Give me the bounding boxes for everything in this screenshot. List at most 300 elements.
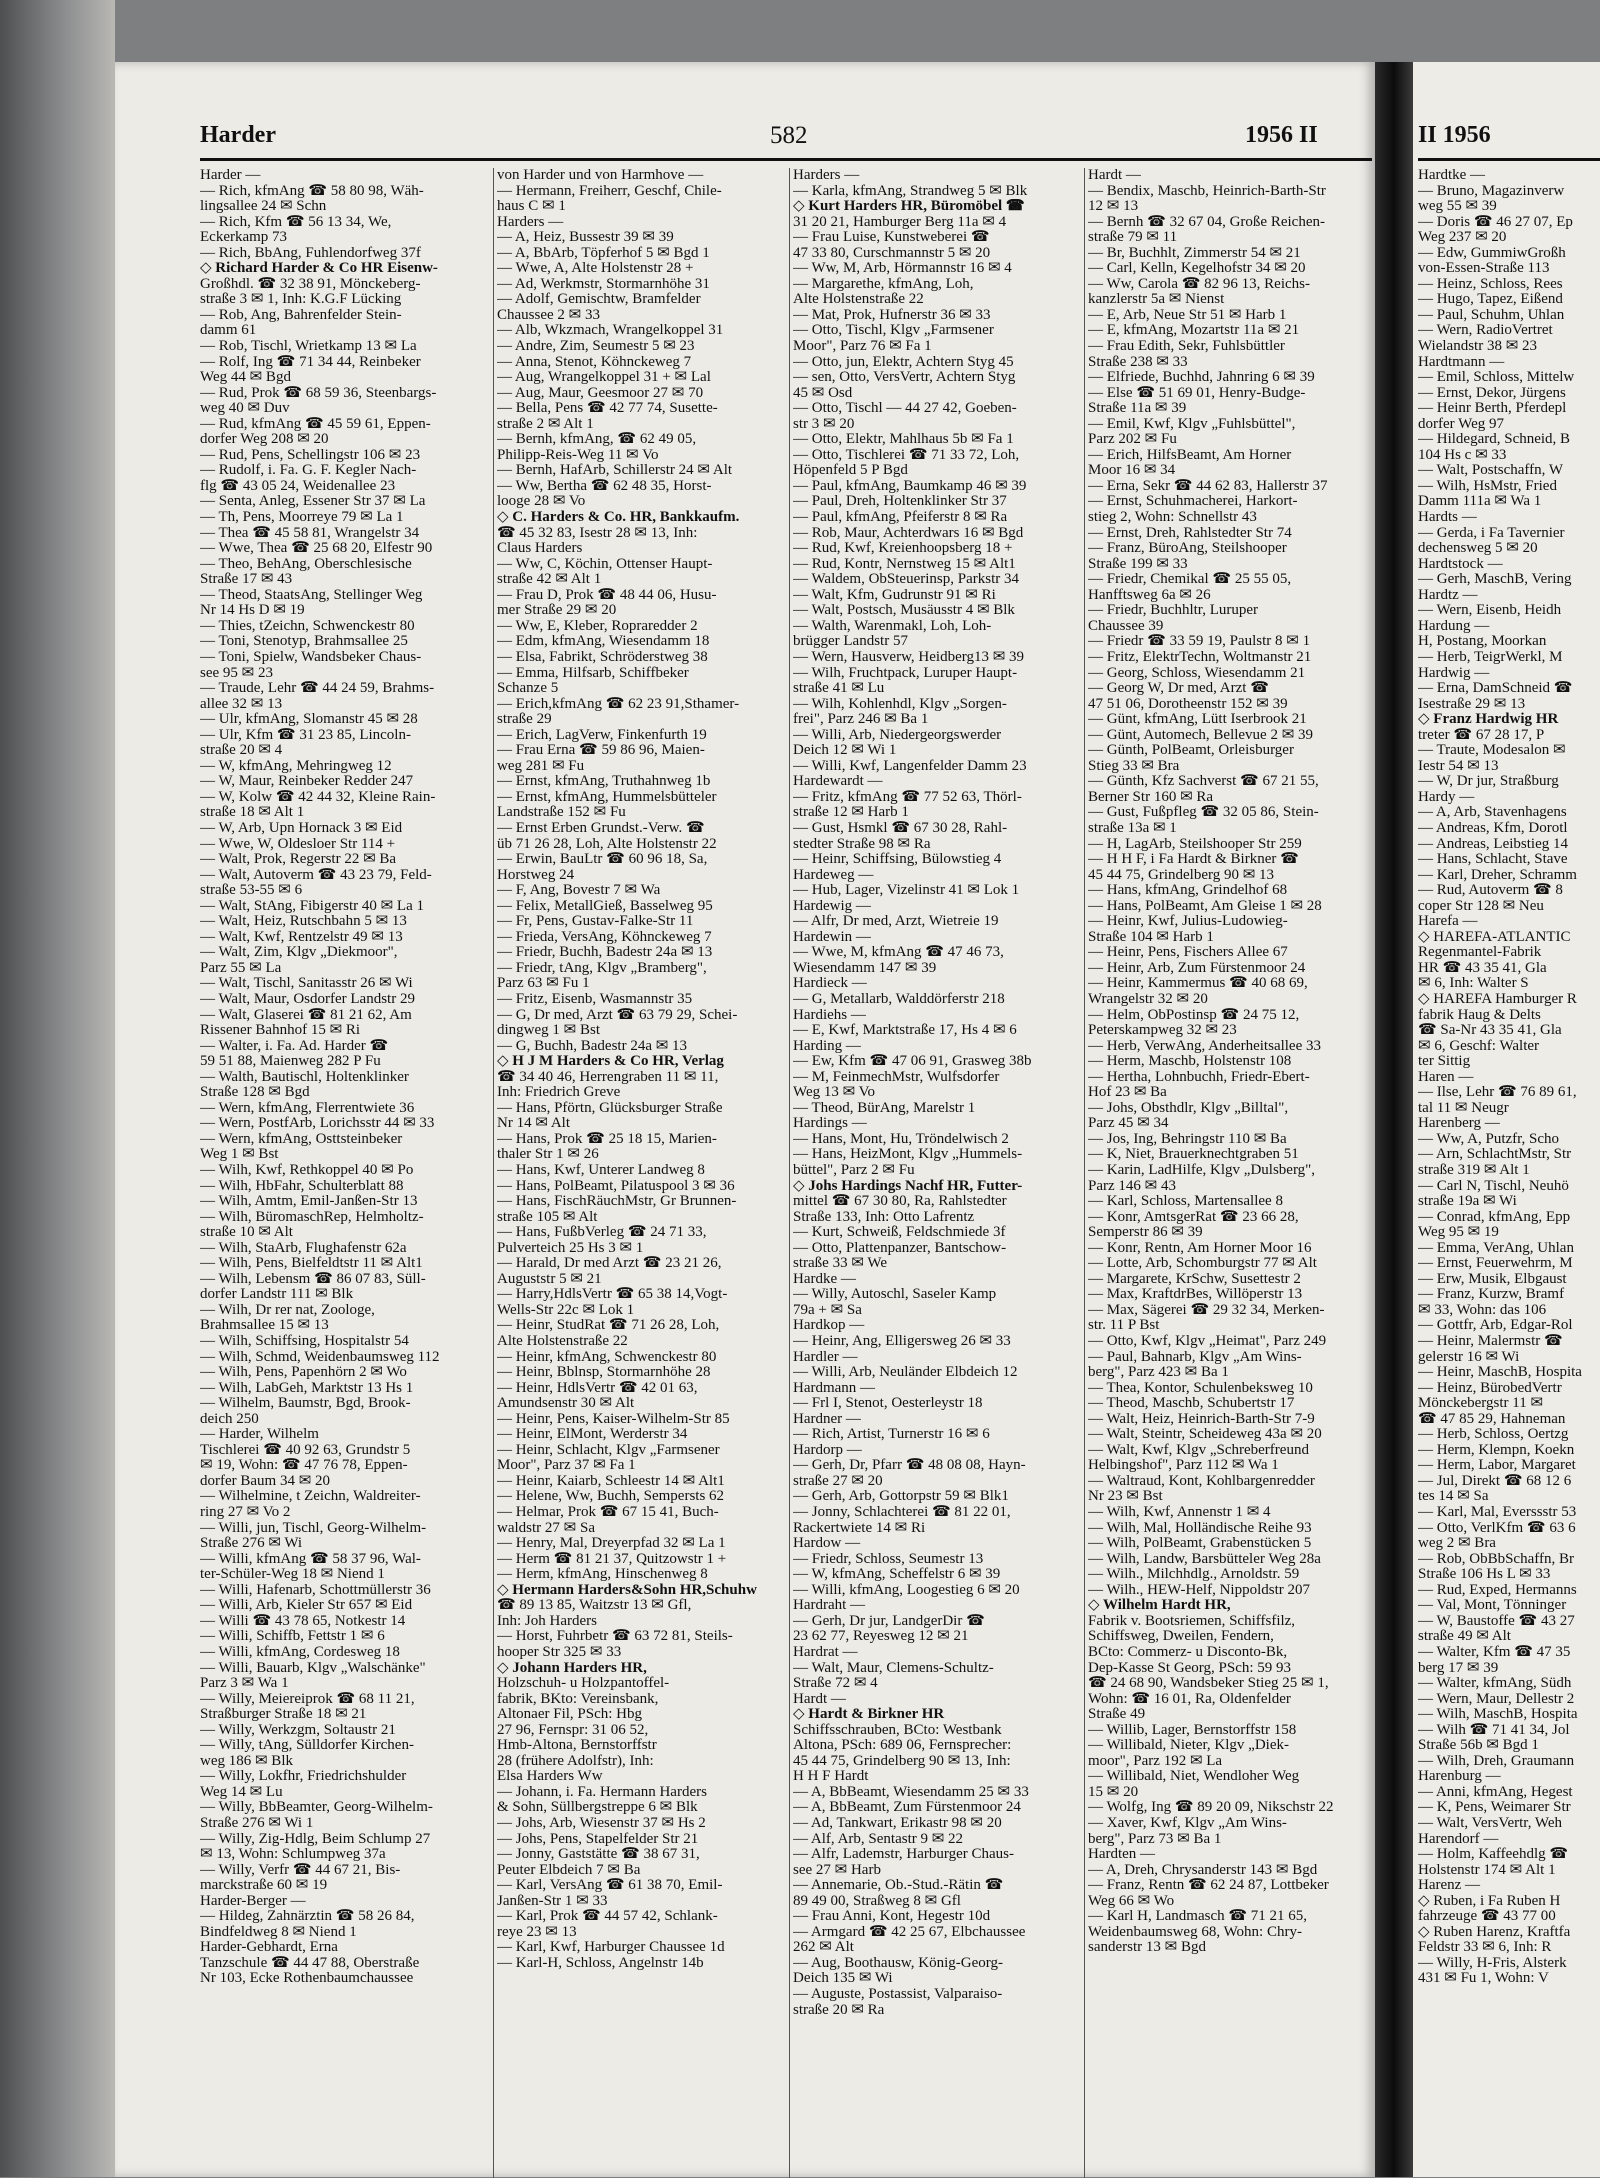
directory-line: — Karl, Mal, Everssstr 53: [1418, 1505, 1577, 1521]
directory-line: straße 42 ✉ Alt 1: [497, 572, 602, 588]
header-rule-right-page: [1418, 158, 1600, 161]
directory-line: — Walth, Warenmakl, Loh, Loh-: [793, 618, 992, 634]
directory-line: straße 10 ✉ Alt: [200, 1225, 293, 1241]
directory-line: — Wilh, Fruchtpack, Luruper Haupt-: [793, 665, 1018, 681]
directory-line: — Karl H, Landmasch ☎ 71 21 65,: [1088, 1909, 1308, 1925]
directory-line: — Traute, Modesalon ✉: [1418, 743, 1566, 759]
directory-line: — Br, Buchhlt, Zimmerstr 54 ✉ 21: [1088, 245, 1301, 261]
directory-line: Damm 111a ✉ Wa 1: [1418, 494, 1542, 510]
directory-line: — Frau D, Prok ☎ 48 44 06, Husu-: [497, 587, 717, 603]
directory-line: Straße 106 Hs L ✉ 33: [1418, 1567, 1551, 1583]
directory-line: Hardewig —: [793, 898, 871, 914]
directory-line: — Friedr, tAng, Klgv „Bramberg",: [497, 960, 707, 976]
directory-line: tal 11 ✉ Neugr: [1418, 1100, 1509, 1116]
directory-line: — Ww, E, Kleber, Ropraredder 2: [497, 618, 698, 634]
directory-line: — W, kfmAng, Mehringweg 12: [200, 758, 392, 774]
directory-line: — Wilh, Landw, Barsbütteler Weg 28a: [1088, 1551, 1321, 1567]
directory-line: — Herm, Labor, Margaret: [1418, 1458, 1576, 1474]
directory-line: Wielandstr 38 ✉ 23: [1418, 339, 1538, 355]
directory-line: — Gottfr, Arb, Edgar-Rol: [1418, 1318, 1573, 1334]
directory-line: — Johann, i. Fa. Hermann Harders: [497, 1784, 707, 1800]
directory-line: — Willi, Kwf, Langenfelder Damm 23: [793, 758, 1027, 774]
directory-line: Hardt —: [1088, 168, 1141, 183]
directory-line: ◇ H J M Harders & Co HR, Verlag: [497, 1054, 724, 1070]
directory-line: ☎ 24 68 90, Wandsbeker Stieg 25 ✉ 1,: [1088, 1676, 1329, 1692]
directory-line: — Emma, VerAng, Uhlan: [1418, 1240, 1574, 1256]
directory-line: — Ww, A, Putzfr, Scho: [1418, 1131, 1560, 1147]
directory-line: Straße 72 ✉ 4: [793, 1676, 878, 1692]
directory-line: — Erich, HilfsBeamt, Am Horner: [1088, 447, 1292, 463]
directory-line: treter ☎ 67 28 17, P: [1418, 727, 1545, 743]
directory-column-4: [1088, 168, 1372, 1956]
directory-line: deich 250: [200, 1411, 259, 1427]
directory-line: — W, Maur, Reinbeker Redder 247: [200, 774, 414, 790]
directory-line: Peterskampweg 32 ✉ 23: [1088, 1023, 1237, 1039]
directory-line: — Max, KraftdrBes, Willöperstr 13: [1088, 1287, 1303, 1303]
directory-line: — Rud, Kwf, Kreienhoopsberg 18 +: [793, 541, 1013, 557]
directory-line: — Heinr, ElMont, Werderstr 34: [497, 1427, 688, 1443]
directory-line: Janßen-Str 1 ✉ 33: [497, 1893, 608, 1909]
directory-line: — Helene, Ww, Buchh, Sempersts 62: [497, 1489, 725, 1505]
directory-line: — Rud, Autoverm ☎ 8: [1418, 883, 1563, 899]
directory-line: — A, BbBeamt, Zum Fürstenmoor 24: [793, 1800, 1021, 1816]
directory-line: — Willy, Zig-Hdlg, Beim Schlump 27: [200, 1831, 431, 1847]
directory-line: Hardings —: [793, 1116, 867, 1132]
directory-line: — Hans, Mont, Hu, Tröndelwisch 2: [793, 1131, 1009, 1147]
directory-line: — Erwin, BauLtr ☎ 60 96 18, Sa,: [497, 852, 708, 868]
directory-line: — Heinr, Kaiarb, Schleestr 14 ✉ Alt1: [497, 1473, 725, 1489]
directory-line: — Alfr, Lademstr, Harburger Chaus-: [793, 1847, 1014, 1863]
directory-line: — Paul, kfmAng, Pfeiferstr 8 ✉ Ra: [793, 510, 1008, 526]
directory-line: Hardraht —: [793, 1598, 866, 1614]
directory-line: — Walter, kfmAng, Südh: [1418, 1676, 1572, 1692]
directory-line: ✉ 33, Wohn: das 106: [1418, 1302, 1547, 1318]
directory-line: Hardieck —: [793, 976, 867, 992]
directory-line: Bindfeldweg 8 ✉ Niend 1: [200, 1924, 357, 1940]
directory-line: — Anna, Stenot, Köhnckeweg 7: [497, 354, 692, 370]
directory-line: — Otto, Tischl, Klgv „Farmsener: [793, 323, 994, 339]
directory-line: — Hans, FischRäuchMstr, Gr Brunnen-: [497, 1194, 737, 1210]
directory-line: — A, BbBeamt, Wiesendamm 25 ✉ 33: [793, 1784, 1029, 1800]
directory-line: — Wwe, Thea ☎ 25 68 20, Elfestr 90: [200, 541, 433, 557]
directory-line: Hardtmann —: [1418, 354, 1505, 370]
directory-line: — Otto, Plattenpanzer, Bantschow-: [793, 1240, 1007, 1256]
directory-line: — Wern, kfmAng, Flerrentwiete 36: [200, 1100, 415, 1116]
directory-line: — Alf, Arb, Sentastr 9 ✉ 22: [793, 1831, 964, 1847]
directory-line: ring 27 ✉ Vo 2: [200, 1505, 291, 1521]
directory-line: — Wilh, Mal, Holländische Reihe 93: [1088, 1520, 1312, 1536]
directory-line: — Walter, i. Fa. Ad. Harder ☎: [200, 1038, 389, 1054]
directory-line: — Paul, kfmAng, Baumkamp 46 ✉ 39: [793, 478, 1027, 494]
directory-line: — Heinr, Ang, Elligersweg 26 ✉ 33: [793, 1334, 1011, 1350]
page-number: 582: [770, 122, 808, 149]
directory-line: — Emma, Hilfsarb, Schiffbeker: [497, 665, 689, 681]
directory-line: — M, FeinmechMstr, Wulfsdorfer: [793, 1069, 1000, 1085]
directory-line: ✉ 6, Geschf: Walter: [1418, 1038, 1540, 1054]
directory-line: Rackertwiete 14 ✉ Ri: [793, 1520, 926, 1536]
directory-line: von-Essen-Straße 113: [1418, 261, 1550, 277]
directory-line: Straße 104 ✉ Harb 1: [1088, 929, 1214, 945]
directory-line: ☎ 34 40 46, Herrengraben 11 ✉ 11,: [497, 1069, 719, 1085]
directory-line: — Ilse, Lehr ☎ 76 89 61,: [1418, 1085, 1577, 1101]
directory-line: stieg 2, Wohn: Schnellstr 43: [1088, 510, 1257, 526]
directory-line: ◇ Ruben, i Fa Ruben H: [1418, 1893, 1561, 1909]
directory-line: — Wilh, Kwf, Annenstr 1 ✉ 4: [1088, 1505, 1271, 1521]
directory-line: ✉ 19, Wohn: ☎ 47 76 78, Eppen-: [200, 1458, 408, 1474]
directory-line: Weg 66 ✉ Wo: [1088, 1893, 1175, 1909]
directory-line: Harder —: [200, 168, 261, 183]
directory-line: — Franz, Kurzw, Bramf: [1418, 1287, 1565, 1303]
directory-line: straße 41 ✉ Lu: [793, 681, 885, 697]
directory-line: Schanze 5: [497, 681, 559, 697]
directory-line: Elsa Harders Ww: [497, 1769, 603, 1785]
directory-line: — Kurt, Schweiß, Feldschmiede 3f: [793, 1225, 1006, 1241]
directory-line: dorfer Weg 97: [1418, 416, 1504, 432]
directory-line: — Wern, PostfArb, Lorichsstr 44 ✉ 33: [200, 1116, 435, 1132]
directory-line: ◇ Ruben Harenz, Kraftfa: [1418, 1924, 1571, 1940]
directory-line: — Herb, TeigrWerkl, M: [1418, 649, 1563, 665]
directory-line: — Carl N, Tischl, Neuhö: [1418, 1178, 1569, 1194]
directory-line: Hardiehs —: [793, 1007, 866, 1023]
directory-line: — Johs, Pens, Stapelfelder Str 21: [497, 1831, 699, 1847]
directory-line: — Bendix, Maschb, Heinrich-Barth-Str: [1088, 183, 1326, 199]
directory-line: — Edw, GummiwGroßh: [1418, 245, 1566, 261]
directory-line: — Willy, H-Fris, Alsterk: [1418, 1955, 1567, 1971]
directory-line: Parz 202 ✉ Fu: [1088, 432, 1177, 448]
directory-line: coper Str 128 ✉ Neu: [1418, 898, 1544, 914]
directory-line: — Herm, Klempn, Koekn: [1418, 1442, 1575, 1458]
directory-line: — Rob, Ang, Bahrenfelder Stein-: [200, 307, 402, 323]
directory-line: — Wilh, Pens, Papenhörn 2 ✉ Wo: [200, 1365, 407, 1381]
directory-line: berg 17 ✉ 39: [1418, 1660, 1499, 1676]
directory-line: — Walt, Heiz, Heinrich-Barth-Str 7-9: [1088, 1411, 1315, 1427]
directory-line: — Else ☎ 51 69 01, Henry-Budge-: [1088, 385, 1306, 401]
directory-line: ter Sittig: [1418, 1054, 1471, 1070]
directory-line: — Aug, Boothausw, König-Georg-: [793, 1955, 1003, 1971]
directory-line: ◇ Richard Harder & Co HR Eisenw-: [200, 261, 438, 277]
directory-line: — Walt, VersVertr, Weh: [1418, 1815, 1563, 1831]
directory-line: Straße 49: [1088, 1707, 1146, 1723]
directory-line: — Wilh, Schiffsing, Hospitalstr 54: [200, 1334, 409, 1350]
directory-line: frei", Parz 246 ✉ Ba 1: [793, 712, 929, 728]
directory-line: Weg 95 ✉ 19: [1418, 1225, 1499, 1241]
directory-line: — A, Dreh, Chrysanderstr 143 ✉ Bgd: [1088, 1862, 1318, 1878]
directory-line: Weg 14 ✉ Lu: [200, 1784, 283, 1800]
directory-line: ☎ 47 85 29, Hahneman: [1418, 1411, 1566, 1427]
directory-line: — Hans, FußbVerleg ☎ 24 71 33,: [497, 1225, 707, 1241]
directory-line: marckstraße 60 ✉ 19: [200, 1878, 328, 1894]
directory-line: gelerstr 16 ✉ Wi: [1418, 1349, 1520, 1365]
directory-line: Harendorf —: [1418, 1831, 1499, 1847]
directory-line: — W, Baustoffe ☎ 43 27: [1418, 1613, 1575, 1629]
directory-line: fahrzeuge ☎ 43 77 00: [1418, 1909, 1556, 1925]
directory-line: Parz 3 ✉ Wa 1: [200, 1676, 289, 1692]
directory-line: Hardewin —: [793, 929, 871, 945]
directory-line: — Walt, Maur, Osdorfer Landstr 29: [200, 991, 415, 1007]
directory-line: — sen, Otto, VersVertr, Achtern Styg: [793, 370, 1016, 386]
directory-line: — Thea, Kontor, Schulenbeksweg 10: [1088, 1380, 1313, 1396]
directory-line: — Günth, PolBeamt, Orleisburger: [1088, 743, 1294, 759]
directory-line: Hardy —: [1418, 789, 1475, 805]
directory-line: — Frau Luise, Kunstweberei ☎: [793, 230, 990, 246]
directory-line: — Auguste, Postassist, Valparaiso-: [793, 1986, 1003, 2002]
directory-line: — Elfriede, Buchhd, Jahnring 6 ✉ 39: [1088, 370, 1315, 386]
directory-line: Weg 1 ✉ Bst: [200, 1147, 279, 1163]
directory-line: Inh: Friedrich Greve: [497, 1085, 621, 1101]
directory-line: — Gerh, Arb, Gottorpstr 59 ✉ Blk1: [793, 1489, 1009, 1505]
directory-line: — Otto, Kwf, Klgv „Heimat", Parz 249: [1088, 1334, 1327, 1350]
directory-line: — Heinr, Schiffsing, Bülowstieg 4: [793, 852, 1002, 868]
directory-line: straße 319 ✉ Alt 1: [1418, 1163, 1530, 1178]
directory-line: — Wilhelmine, t Zeichn, Waldreiter-: [200, 1489, 421, 1505]
directory-line: — Walth, Bautischl, Holtenklinker: [200, 1069, 409, 1085]
directory-line: Pulverteich 25 Hs 3 ✉ 1: [497, 1240, 644, 1256]
directory-line: brügger Landstr 57: [793, 634, 908, 650]
directory-line: mittel ☎ 67 30 80, Ra, Rahlstedter: [793, 1194, 1007, 1210]
directory-line: — Bella, Pens ☎ 42 77 74, Susette-: [497, 401, 718, 417]
directory-line: — Herm, kfmAng, Hinschenweg 8: [497, 1567, 708, 1583]
directory-line: hooper Str 325 ✉ 33: [497, 1644, 622, 1660]
directory-line: — Willi, Arb, Kieler Str 657 ✉ Eid: [200, 1598, 413, 1614]
directory-line: — Konr, Rentn, Am Horner Moor 16: [1088, 1240, 1312, 1256]
directory-line: — Ad, Tankwart, Erikastr 98 ✉ 20: [793, 1815, 1002, 1831]
directory-line: Hardrat —: [793, 1644, 858, 1660]
directory-line: — Johs, Arb, Wiesenstr 37 ✉ Hs 2: [497, 1815, 706, 1831]
directory-line: — Hertha, Lohnbuchh, Friedr-Ebert-: [1088, 1069, 1310, 1085]
directory-line: — Rob, ObBbSchaffn, Br: [1418, 1551, 1574, 1567]
directory-line: — G, Buchh, Badestr 24a ✉ 13: [497, 1038, 688, 1054]
directory-line: reye 23 ✉ 13: [497, 1924, 577, 1940]
directory-line: — Wilh, Pens, Bielfeldtstr 11 ✉ Alt1: [200, 1256, 423, 1272]
directory-line: — Alb, Wkzmach, Wrangelkoppel 31: [497, 323, 724, 339]
directory-line: ✉ 13, Wohn: Schlumpweg 37a: [200, 1847, 386, 1863]
directory-line: — Willibald, Niet, Wendloher Weg: [1088, 1769, 1300, 1785]
directory-line: — Friedr, Buchh, Badestr 24a ✉ 13: [497, 945, 713, 961]
directory-line: straße 79 ✉ 11: [1088, 230, 1178, 246]
directory-line: — Walt, Steintr, Scheideweg 43a ✉ 20: [1088, 1427, 1322, 1443]
directory-line: straße 18 ✉ Alt 1: [200, 805, 305, 821]
directory-line: 12 ✉ 13: [1088, 199, 1139, 215]
directory-line: Hof 23 ✉ Ba: [1088, 1085, 1167, 1101]
directory-line: straße 20 ✉ 4: [200, 743, 283, 759]
directory-line: — F, Ang, Bovestr 7 ✉ Wa: [497, 883, 661, 899]
directory-line: ◇ HAREFA Hamburger R: [1418, 991, 1577, 1007]
directory-line: looge 28 ✉ Vo: [497, 494, 586, 510]
directory-line: ◇ HAREFA-ATLANTIC: [1418, 929, 1571, 945]
directory-line: — Wilh, Dr rer nat, Zoologe,: [200, 1302, 375, 1318]
directory-line: — Willi, kfmAng ☎ 58 37 96, Wal-: [200, 1551, 421, 1567]
directory-line: — Willi, kfmAng, Loogestieg 6 ✉ 20: [793, 1582, 1020, 1598]
directory-line: — Georg, Schloss, Wiesendamm 21: [1088, 665, 1306, 681]
directory-line: — Bernh, HafArb, Schillerstr 24 ✉ Alt: [497, 463, 733, 479]
directory-line: Wells-Str 22c ✉ Lok 1: [497, 1302, 635, 1318]
directory-line: ◇ C. Harders & Co. HR, Bankkaufm.: [497, 510, 740, 526]
directory-line: Harenberg —: [1418, 1116, 1500, 1132]
directory-line: — Wwe, A, Alte Holstenstr 28 +: [497, 261, 694, 277]
directory-line: weg 55 ✉ 39: [1418, 199, 1497, 215]
directory-line: weg 2 ✉ Bra: [1418, 1536, 1496, 1552]
directory-line: — Otto, VerlKfm ☎ 63 6: [1418, 1520, 1576, 1536]
directory-line: dingweg 1 ✉ Bst: [497, 1023, 600, 1039]
directory-line: weg 40 ✉ Duv: [200, 401, 290, 417]
directory-line: — Friedr, Chemikal ☎ 25 55 05,: [1088, 572, 1292, 588]
directory-line: — Wern, kfmAng, Osttsteinbeker: [200, 1131, 403, 1147]
directory-line: — Günth, Kfz Sachverst ☎ 67 21 55,: [1088, 774, 1319, 790]
directory-line: Harenz —: [1418, 1878, 1481, 1894]
directory-line: Wohn: ☎ 16 01, Ra, Oldenfelder: [1088, 1691, 1291, 1707]
directory-line: Parz 45 ✉ 34: [1088, 1116, 1169, 1132]
directory-line: — Helmar, Prok ☎ 67 15 41, Buch-: [497, 1505, 719, 1521]
directory-line: 262 ✉ Alt: [793, 1940, 854, 1956]
directory-line: ◇ Johann Harders HR,: [497, 1660, 647, 1676]
directory-line: — Heinr, HdlsVertr ☎ 42 01 63,: [497, 1380, 698, 1396]
directory-line: — Willy, BbBeamter, Georg-Wilhelm-: [200, 1800, 433, 1816]
directory-line: tes 14 ✉ Sa: [1418, 1489, 1489, 1505]
directory-line: — Willi ☎ 43 78 65, Notkestr 14: [200, 1613, 406, 1629]
directory-line: — Wilh, Kohlenhdl, Klgv „Sorgen-: [793, 696, 1007, 712]
directory-line: berg", Parz 73 ✉ Ba 1: [1088, 1831, 1222, 1847]
directory-line: — Walt, Postsch, Musäusstr 4 ✉ Blk: [793, 603, 1015, 619]
directory-line: — Hermann, Freiherr, Geschf, Chile-: [497, 183, 722, 199]
directory-line: — E, Arb, Neue Str 51 ✉ Harb 1: [1088, 307, 1287, 323]
directory-line: Harders —: [793, 168, 860, 183]
directory-line: — Willy, Lokfhr, Friedrichshulder: [200, 1769, 407, 1785]
directory-line: Hmb-Altona, Bernstorffstr: [497, 1738, 657, 1754]
directory-line: — Wilh ☎ 71 41 34, Jol: [1418, 1722, 1570, 1738]
directory-line: — Theod, Maschb, Schubertstr 17: [1088, 1396, 1295, 1412]
directory-line: 15 ✉ 20: [1088, 1784, 1139, 1800]
directory-line: — Paul, Bahnarb, Klgv „Am Wins-: [1088, 1349, 1302, 1365]
directory-line: fabrik, BKto: Vereinsbank,: [497, 1691, 659, 1707]
directory-line: — Willy, tAng, Sülldorfer Kirchen-: [200, 1738, 414, 1754]
directory-line: straße 20 ✉ Ra: [793, 2002, 885, 2018]
column-divider: [493, 168, 494, 2178]
directory-line: moor", Parz 192 ✉ La: [1088, 1753, 1223, 1769]
directory-line: — H H F, i Fa Hardt & Birkner ☎: [1088, 852, 1299, 868]
directory-line: 47 51 06, Dorotheenstr 152 ✉ 39: [1088, 696, 1288, 712]
directory-line: — Walt, StAng, Fibigerstr 40 ✉ La 1: [200, 898, 424, 914]
directory-line: — Rob, Tischl, Wrietkamp 13 ✉ La: [200, 339, 417, 355]
directory-line: — Heinz, BürobedVertr: [1418, 1380, 1562, 1396]
directory-line: Hardung —: [1418, 618, 1490, 634]
directory-line: — E, Kwf, Marktstraße 17, Hs 4 ✉ 6: [793, 1023, 1017, 1039]
directory-line: Wiesendamm 147 ✉ 39: [793, 960, 937, 976]
directory-line: — Walt, Heiz, Rutschbahn 5 ✉ 13: [200, 914, 407, 930]
directory-line: ◇ Kurt Harders HR, Büromöbel ☎: [793, 199, 1025, 215]
directory-line: — Gerh, Dr, Pfarr ☎ 48 08 08, Hayn-: [793, 1458, 1026, 1474]
directory-line: — Herb, Schloss, Oertzg: [1418, 1427, 1569, 1443]
directory-line: 45 44 75, Grindelberg 90 ✉ 13: [1088, 867, 1275, 883]
directory-line: — Frieda, VersAng, Köhnckeweg 7: [497, 929, 712, 945]
directory-line: — Ulr, kfmAng, Slomanstr 45 ✉ 28: [200, 712, 418, 728]
directory-line: Brahmsallee 15 ✉ 13: [200, 1318, 329, 1334]
directory-line: — Ernst, Dekor, Jürgens: [1418, 385, 1566, 401]
directory-line: — Gerda, i Fa Tavernier: [1418, 525, 1565, 541]
directory-line: — Xaver, Kwf, Klgv „Am Wins-: [1088, 1815, 1287, 1831]
directory-line: — Günt, kfmAng, Lütt Iserbrook 21: [1088, 712, 1307, 728]
directory-line: — Wilh, HbFahr, Schulterblatt 88: [200, 1178, 404, 1194]
directory-line: Regenmantel-Fabrik: [1418, 945, 1542, 961]
directory-line: — Thea ☎ 45 58 81, Wrangelstr 34: [200, 525, 420, 541]
directory-line: Eckerkamp 73: [200, 230, 288, 246]
directory-line: sanderstr 13 ✉ Bgd: [1088, 1940, 1206, 1956]
directory-line: — Wern, Eisenb, Heidh: [1418, 603, 1562, 619]
directory-line: — Wwe, M, kfmAng ☎ 47 46 73,: [793, 945, 1004, 961]
directory-line: Fabrik v. Bootsriemen, Schiffsfilz,: [1088, 1613, 1296, 1629]
directory-line: Wrangelstr 32 ✉ 20: [1088, 991, 1208, 1007]
directory-line: — Wilh, PolBeamt, Grabenstücken 5: [1088, 1536, 1312, 1552]
directory-line: H H F Hardt: [793, 1769, 869, 1785]
directory-line: straße 13a ✉ 1: [1088, 820, 1177, 836]
directory-column-3: [793, 168, 1083, 2018]
directory-line: — Otto, jun, Elektr, Achtern Styg 45: [793, 354, 1014, 370]
directory-line: — Lotte, Arb, Schomburgstr 77 ✉ Alt: [1088, 1256, 1317, 1272]
directory-line: — Willy, Werkzgm, Soltaustr 21: [200, 1722, 396, 1738]
directory-line: — Wilh, Kwf, Rethkoppel 40 ✉ Po: [200, 1163, 414, 1178]
directory-line: — Thies, tZeichn, Schwenckestr 80: [200, 618, 415, 634]
directory-line: — Konr, AmtsgerRat ☎ 23 66 28,: [1088, 1209, 1299, 1225]
directory-line: Hardkop —: [793, 1318, 865, 1334]
directory-line: — Willib, Lager, Bernstorffstr 158: [1088, 1722, 1297, 1738]
directory-line: Chaussee 39: [1088, 618, 1164, 634]
directory-line: — Otto, Tischlerei ☎ 71 33 72, Loh,: [793, 447, 1020, 463]
directory-line: — Waltraud, Kont, Kohlbargenredder: [1088, 1473, 1315, 1489]
directory-line: straße 105 ✉ Alt: [497, 1209, 598, 1225]
directory-line: — Heinr, MaschB, Hospita: [1418, 1365, 1582, 1381]
directory-line: — Rich, Artist, Turnerstr 16 ✉ 6: [793, 1427, 990, 1443]
directory-line: Harder-Gebhardt, Erna: [200, 1940, 338, 1956]
directory-line: — K, Niet, Brauerknechtgraben 51: [1088, 1147, 1299, 1163]
directory-line: — Heinr, Kammermus ☎ 40 68 69,: [1088, 976, 1308, 992]
directory-line: — Wilh, StaArb, Flughafenstr 62a: [200, 1240, 407, 1256]
directory-line: büttel", Parz 2 ✉ Fu: [793, 1163, 915, 1178]
directory-line: waldstr 27 ✉ Sa: [497, 1520, 595, 1536]
directory-line: — E, kfmAng, Mozartstr 11a ✉ 21: [1088, 323, 1300, 339]
directory-line: Moor", Parz 37 ✉ Fa 1: [497, 1458, 636, 1474]
directory-line: — Rud, Pens, Schellingstr 106 ✉ 23: [200, 447, 421, 463]
directory-line: Harenburg —: [1418, 1769, 1501, 1785]
directory-line: — Wilhelm, Baumstr, Bgd, Brook-: [200, 1396, 411, 1412]
directory-line: — Ww, Carola ☎ 82 96 13, Reichs-: [1088, 276, 1310, 292]
directory-line: HR ☎ 43 35 41, Gla: [1418, 960, 1547, 976]
directory-line: — Friedr, Buchhltr, Luruper: [1088, 603, 1259, 619]
directory-line: ◇ Johs Hardings Nachf HR, Futter-: [793, 1178, 1023, 1194]
directory-line: — Walter, Kfm ☎ 47 35: [1418, 1644, 1571, 1660]
directory-line: haus C ✉ 1: [497, 199, 566, 215]
directory-line: — Hans, Schlacht, Stave: [1418, 852, 1568, 868]
directory-line: flg ☎ 43 05 24, Weidenallee 23: [200, 478, 396, 494]
directory-line: — Wilh, Dreh, Graumann: [1418, 1753, 1575, 1769]
directory-line: — Jonny, Schlachterei ☎ 81 22 01,: [793, 1505, 1011, 1521]
directory-line: — Walt, Prok, Regerstr 22 ✉ Ba: [200, 852, 397, 868]
directory-line: — Willibald, Nieter, Klgv „Diek-: [1088, 1738, 1289, 1754]
directory-line: — Günt, Automech, Bellevue 2 ✉ 39: [1088, 727, 1314, 743]
directory-line: — Adolf, Gemischtw, Bramfelder: [497, 292, 701, 308]
directory-line: Inh: Joh Harders: [497, 1613, 597, 1629]
book-gutter: [1375, 62, 1413, 2177]
directory-line: Nr 14 Hs D ✉ 19: [200, 603, 305, 619]
directory-line: — Otto, Elektr, Mahlhaus 5b ✉ Fa 1: [793, 432, 1014, 448]
directory-line: see 95 ✉ 23: [200, 665, 273, 681]
directory-line: — Heinr, Malermstr ☎: [1418, 1334, 1563, 1350]
directory-line: straße 27 ✉ 20: [793, 1473, 883, 1489]
directory-line: — Rud, Exped, Hermanns: [1418, 1582, 1577, 1598]
directory-line: — Walt, Maur, Clemens-Schultz-: [793, 1660, 994, 1676]
directory-line: — Heinr Berth, Pferdepl: [1418, 401, 1567, 417]
directory-line: Altonaer Fil, PSch: Hbg: [497, 1707, 642, 1723]
directory-line: — Bernh, kfmAng, ☎ 62 49 05,: [497, 432, 697, 448]
directory-line: Höpenfeld 5 P Bgd: [793, 463, 908, 479]
